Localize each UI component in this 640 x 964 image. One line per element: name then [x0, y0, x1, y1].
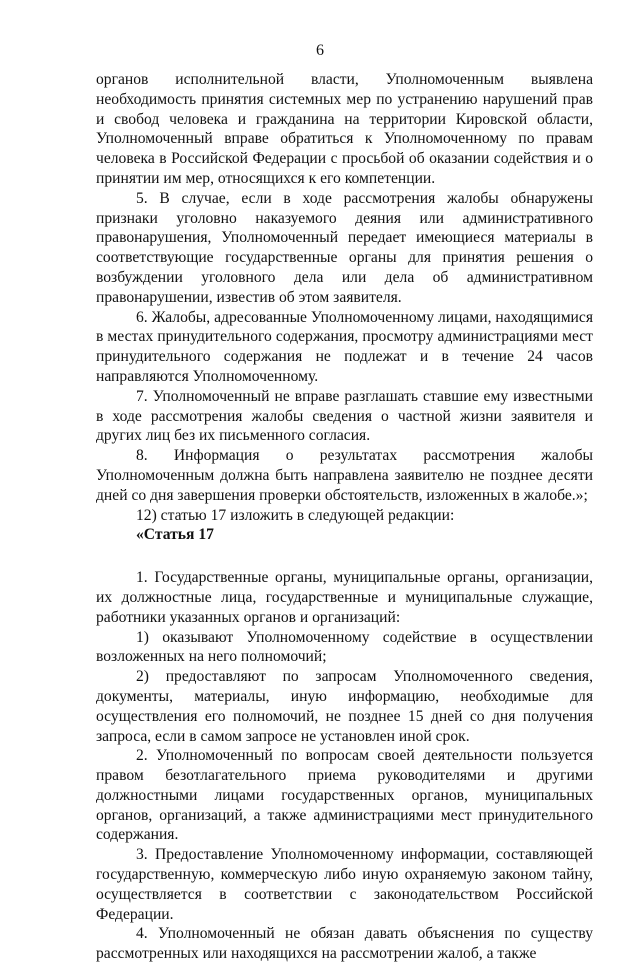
paragraph-amendment-12: 12) статью 17 изложить в следующей редакции: — [136, 506, 455, 524]
paragraph-item-5: 5. В случае, если в ходе рассмотрения жалобы обнаружены признаки уголовно наказуемого деяния или административного правонарушения, Уполномоченный передает имеющиеся материалы в соответствующие государственные органы для принятия решения о возбуждении уголовного дела или дела об административном правонарушении, известив об этом заявителя. — [96, 189, 593, 306]
article-17-part-2: 2. Уполномоченный по вопросам своей деятельности пользуется правом безотлагательного приема руководителями и другими должностными лицами государственных органов, муниципальных органов, организаций, а также администрациями мест принудительного содержания. — [96, 747, 593, 844]
paragraph-item-7: 7. Уполномоченный не вправе разглашать ставшие ему известными в ходе рассмотрения жалобы сведения о частной жизни заявителя и других лиц без их письменного согласия. — [96, 387, 593, 445]
article-17-part-4: 4. Уполномоченный не обязан давать объяснения по существу рассмотренных или находящихся на рассмотрении жалоб, а также — [96, 925, 593, 963]
paragraph-item-6: 6. Жалобы, адресованные Уполномоченному лицами, находящимися в местах принудительного содержания, просмотру администрациями мест принудительного содержания не подлежат и в течение 24 часов направляются Уполномоченному. — [96, 308, 593, 385]
article-17-heading: «Статья 17 — [136, 526, 214, 544]
document-body — [96, 70, 593, 964]
article-17-part-3: 3. Предоставление Уполномоченному информации, составляющей государственную, коммерческую либо иную охраняемую законом тайну, осуществляется в соответствии с законодательством Российской Федерации. — [96, 846, 593, 923]
article-17-part-1: 1. Государственные органы, муниципальные органы, организации, их должностные лица, государственные и муниципальные служащие, работники указанных органов и организаций: — [96, 569, 593, 626]
article-17-part-1-sub-2: 2) предоставляют по запросам Уполномоченного сведения, документы, материалы, иную информацию, необходимые для осуществления его полномочий, не позднее 15 дней со дня получения запроса, если в самом запросе не установлен иной срок. — [96, 668, 593, 745]
paragraph-continuation: органов исполнительной власти, Уполномоченным выявлена необходимость принятия системных мер по устранению нарушений прав и свобод человека и гражданина на территории Кировской области, Уполномоченный вправе обратиться к Уполномоченному по правам человека в Российской Федерации с просьбой об оказании содействия и о принятии им мер, относящихся к его компетенции. — [96, 71, 593, 187]
page-number: 6 — [316, 42, 324, 59]
paragraph-item-8: 8. Информация о результатах рассмотрения жалобы Уполномоченным должна быть направлена заявителю не позднее десяти дней со дня завершения проверки обстоятельств, изложенных в жалобе.»; — [96, 447, 593, 504]
article-17-part-1-sub-1: 1) оказывают Уполномоченному содействие в осуществлении возложенных на него полномочий; — [96, 628, 593, 666]
